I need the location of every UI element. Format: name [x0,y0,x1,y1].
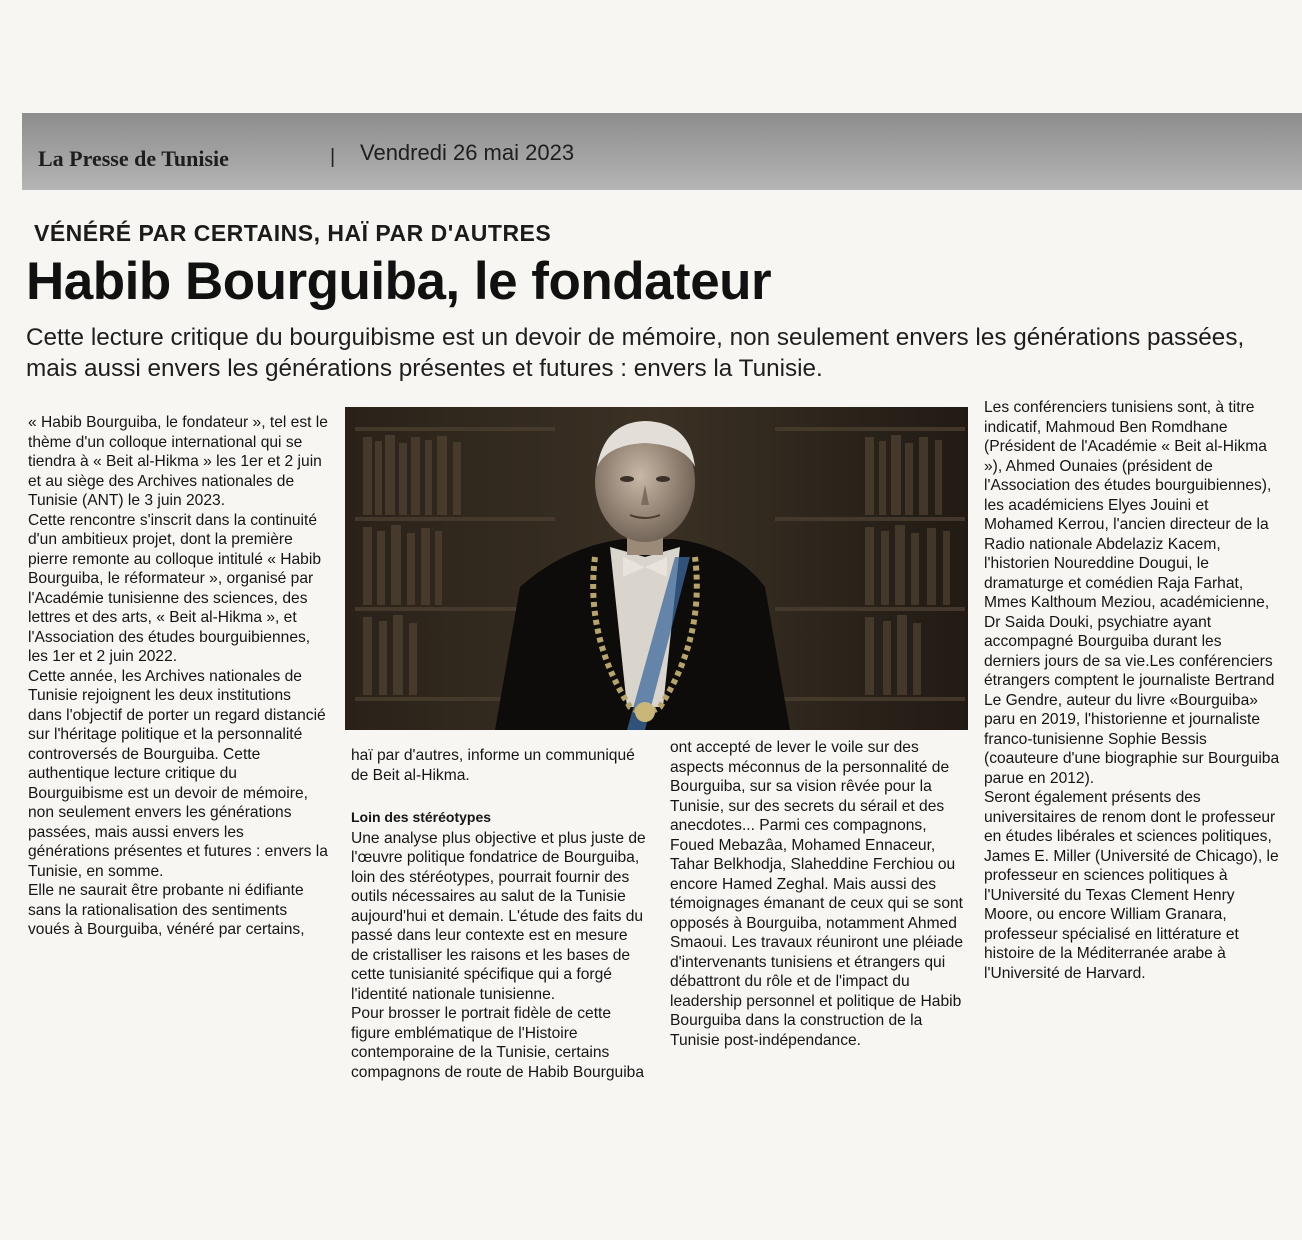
paragraph: ont accepté de lever le voile sur des aspects méconnus de la personnalité de Bourguiba, sur sa vision rêvée pour la Tunisie, sur des secrets du sérail et des anecdotes... Parmi ces compagnons, Foued Mebazâa, Mohamed Ennaceur, Tahar Belkhodja, Slaheddine Ferchiou ou encore Hamed Zeghal. Mais aussi des témoignages émanant de ceux qui se sont opposés à Bourguiba, notamment Ahmed Smaoui. Les travaux réuniront une pléiade d'intervenants tunisiens et étrangers qui débattront du rôle et de l'impact du leadership personnel et politique de Habib Bourguiba dans la construction de la Tunisie post-indépendance. [670,739,964,1049]
paragraph: Seront également présents des universitaires de renom dont le professeur en études libérales et sciences politiques, James E. Miller (Université de Chicago), le professeur en sciences politiques à l'Université du Texas Clement Henry Moore, ou encore William Granara, professeur spécialisé en littérature et histoire de la Méditerranée arabe à l'Université de Harvard. [984,789,1279,982]
article-standfirst: Cette lecture critique du bourguibisme est un devoir de mémoire, non seulement envers les générations passées, mais aussi envers les générations présentes et futures : envers la Tunisie. [26,324,1245,382]
masthead-separator: | [330,146,336,168]
paragraph: Les conférenciers tunisiens sont, à titre indicatif, Mahmoud Ben Romdhane (Président de l'Académie « Beit al-Hikma »), Ahmed Ounaies (président de l'Association des études bourguibiennes), les académiciens Elyes Jouini et Mohamed Kerrou, l'ancien directeur de la Radio nationale Abdelaziz Kacem, l'historien Noureddine Dougui, le dramaturge et comédien Raja Farhat, Mmes Kalthoum Meziou, académicienne, Dr Saida Douki, psychiatre ayant accompagné Bourguiba durant les derniers jours de sa vie.Les conférenciers étrangers comptent le journaliste Bertrand Le Gendre, auteur du livre «Bourguiba» paru en 2019, l'historienne et journaliste franco-tunisienne Sophie Bessis (coauteure d'une biographie sur Bourguiba parue en 2012). [984,399,1280,787]
newspaper-name: La Presse de Tunisie [38,146,229,171]
article-kicker: VÉNÉRÉ PAR CERTAINS, HAÏ PAR D'AUTRES [34,220,552,246]
article-column-4 [984,398,1280,983]
article-column-1 [28,413,328,940]
paragraph: Cette année, les Archives nationales de Tunisie rejoignent les deux institutions dans l'objectif de porter un regard distancié sur l'héritage politique et la personnalité controversés de Bourguiba. Cette authentique lecture critique du Bourguibisme est un devoir de mémoire, non seulement envers les générations passées, mais aussi envers les générations présentes et futures : envers la Tunisie, en somme. [28,667,328,880]
paragraph: haï par d'autres, informe un communiqué de Beit al-Hikma. [351,747,635,784]
issue-date: Vendredi 26 mai 2023 [360,140,575,165]
article-headline: Habib Bourguiba, le fondateur [26,252,772,311]
section-subhead: Loin des stéréotypes [351,809,492,825]
portrait-photo [345,407,968,730]
paragraph: Elle ne saurait être probante ni édifiante sans la rationalisation des sentiments voués à Bourguiba, vénéré par certains, [28,882,305,938]
paragraph: Cette rencontre s'inscrit dans la continuité d'un ambitieux projet, dont la première pierre remonte au colloque intitulé « Habib Bourguiba, le réformateur », organisé par l'Académie tunisienne des sciences, des lettres et des arts, « Beit al-Hikma », et l'Association des études bourguibiennes, les 1er et 2 juin 2022. [28,511,321,665]
paragraph: Pour brosser le portrait fidèle de cette figure emblématique de l'Histoire contemporaine de la Tunisie, certains compagnons de route de Habib Bourguiba [351,1005,645,1081]
paragraph: Une analyse plus objective et plus juste de l'œuvre politique fondatrice de Bourguiba, loin des stéréotypes, pourrait fournir des outils nécessaires au salut de la Tunisie aujourd'hui et demain. L'étude des faits du passé dans leur contexte est en mesure de cristalliser les raisons et les bases de cette tunisianité spécifique qui a forgé l'identité nationale tunisienne. [351,829,646,1003]
article-column-3 [670,738,964,1050]
portrait-illustration [345,407,968,730]
paragraph: « Habib Bourguiba, le fondateur », tel est le thème d'un colloque international qui se tiendra à « Beit al-Hikma » les 1er et 2 juin et au siège des Archives nationales de Tunisie (ANT) le 3 juin 2023. [28,414,328,509]
article-column-2 [351,746,647,1082]
